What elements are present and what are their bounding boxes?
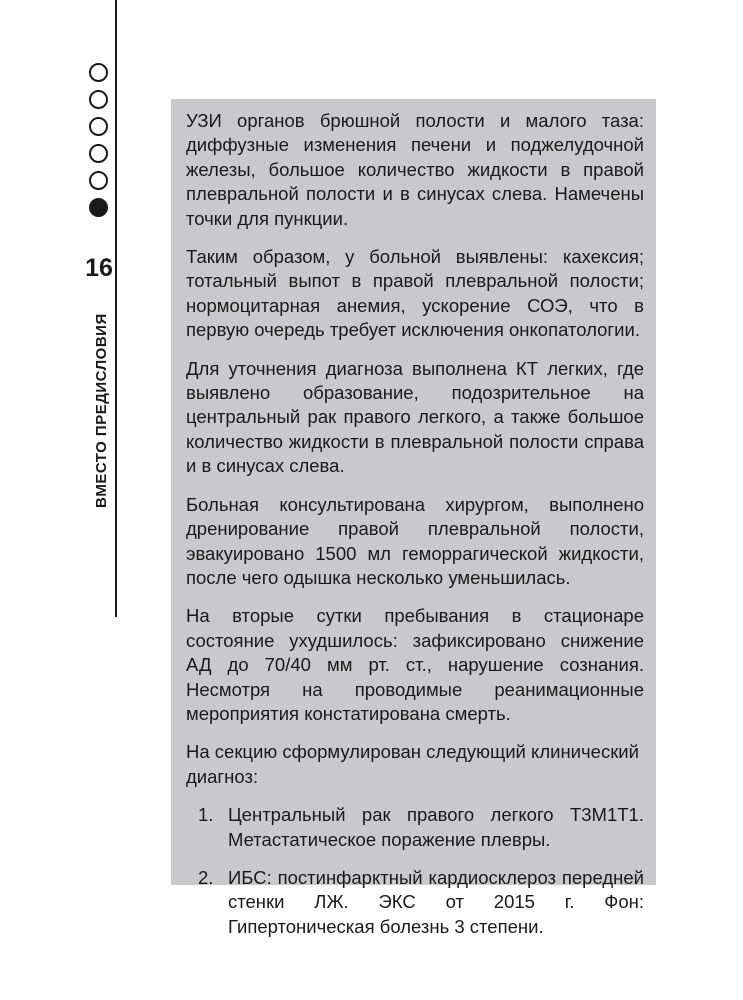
page-number: 16 [85, 254, 113, 282]
margin-rule [115, 0, 117, 617]
paragraph: УЗИ органов брюшной полости и малого таза: диффузные изменения печени и поджелудочной железы, большое количество жидкости в правой плевральной полости и в синусах слева. Намечены точки для пункции. [186, 110, 644, 229]
section-marker-circle [89, 63, 108, 82]
list-item-text: Центральный рак правого легкого T3M1T1. Метастатическое поражение плевры. [228, 804, 644, 850]
list-item-text: ИБС: постинфарктный кардиосклероз передней стенки ЛЖ. ЭКС от 2015 г. Фон: Гипертоническая болезнь 3 степени. [228, 866, 644, 937]
paragraph: На вторые сутки пребывания в стационаре состояние ухудшилось: зафиксировано снижение АД до 70/40 мм рт. ст., нарушение сознания. Несмотря на проводимые реанимационные мероприятия констатирована смерть. [186, 605, 644, 724]
section-marker-circle [89, 117, 108, 136]
diagnosis-list [186, 803, 644, 939]
section-marker-circle [89, 90, 108, 109]
running-head: ВМЕСТО ПРЕДИСЛОВИЯ [93, 313, 110, 508]
paragraph: Больная консультирована хирургом, выполнено дренирование правой плевральной полости, эвакуировано 1500 мл геморрагической жидкости, после чего одышка несколько уменьшилась. [186, 493, 644, 588]
section-marker-circle [89, 171, 108, 190]
section-marker-circle [89, 144, 108, 163]
paragraph: Таким образом, у больной выявлены: кахексия; тотальный выпот в правой плевральной полости; нормоцитарная анемия, ускорение СОЭ, что в первую очередь требует исключения онкопатологии. [186, 246, 644, 341]
paragraph: На секцию сформулирован следующий клинический диагноз: [186, 741, 639, 787]
list-item [186, 803, 644, 852]
case-text-content [186, 109, 644, 953]
paragraph: Для уточнения диагноза выполнена КТ легких, где выявлено образование, подозрительное на центральный рак правого легкого, а также большое количество жидкости в плевральной полости справа и в синусах слева. [186, 357, 644, 477]
list-item [186, 866, 644, 939]
section-marker-circle-active [89, 198, 108, 217]
list-item-number: 1. [198, 804, 214, 826]
list-item-number: 2. [198, 866, 214, 888]
